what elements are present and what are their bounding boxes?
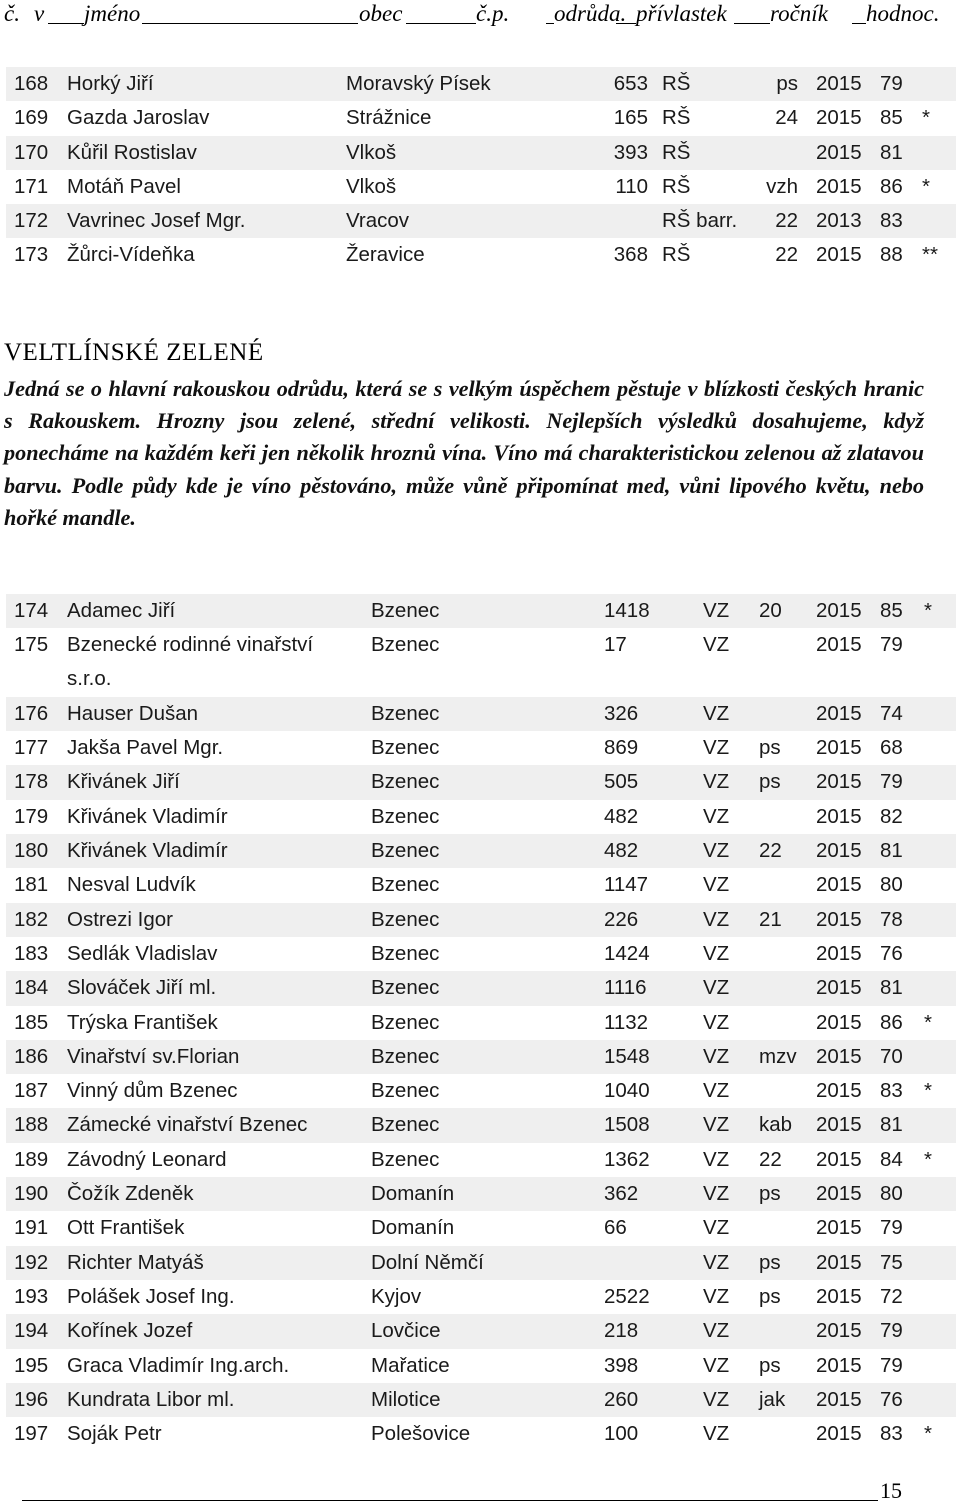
cell-hod: 83 bbox=[880, 1079, 903, 1103]
header-underline bbox=[616, 23, 636, 24]
header-jmeno: jméno bbox=[84, 1, 141, 26]
cell-odr: VZ bbox=[703, 941, 730, 965]
cell-cp: 482 bbox=[604, 839, 639, 863]
cell-n: 178 bbox=[14, 770, 49, 794]
cell-name: Závodný Leonard bbox=[67, 1147, 227, 1171]
cell-cp: 66 bbox=[604, 1216, 627, 1240]
cell-rok: 2015 bbox=[816, 1387, 862, 1411]
cell-hod: 88 bbox=[880, 243, 903, 267]
cell-cp: 653 bbox=[613, 72, 648, 95]
cell-obec: Bzenec bbox=[371, 804, 440, 828]
cell-hod: 82 bbox=[880, 804, 903, 828]
column-header bbox=[4, 0, 956, 30]
cell-cp: 260 bbox=[604, 1387, 639, 1411]
cell-obec: Bzenec bbox=[371, 1044, 440, 1068]
cell-rok: 2015 bbox=[816, 1010, 862, 1034]
cell-odr: VZ bbox=[703, 1010, 730, 1034]
cell-odr: VZ bbox=[703, 701, 730, 725]
cell-cp: 2522 bbox=[604, 1284, 650, 1308]
cell-n: 188 bbox=[14, 1113, 49, 1137]
cell-star: * bbox=[922, 106, 930, 130]
cell-n: 172 bbox=[14, 209, 49, 233]
cell-obec: Lovčice bbox=[371, 1319, 441, 1343]
header-underline bbox=[734, 23, 770, 24]
wine-table-ryzlink bbox=[6, 67, 956, 273]
cell-name: Bzenecké rodinné vinařství s.r.o. bbox=[67, 633, 314, 691]
table-row bbox=[6, 594, 956, 628]
cell-name: Vavrinec Josef Mgr. bbox=[67, 209, 246, 233]
cell-pr: 22 bbox=[759, 839, 782, 863]
cell-n: 190 bbox=[14, 1182, 49, 1206]
table-row bbox=[6, 1074, 956, 1108]
cell-star: * bbox=[924, 1079, 932, 1103]
cell-pr: 20 bbox=[759, 599, 782, 622]
cell-name: Křivánek Jiří bbox=[67, 770, 180, 794]
cell-n: 174 bbox=[14, 599, 49, 622]
table-row bbox=[6, 868, 956, 902]
cell-cp: 1508 bbox=[604, 1113, 650, 1137]
cell-rok: 2015 bbox=[816, 1284, 862, 1308]
cell-hod: 74 bbox=[880, 701, 903, 725]
cell-rok: 2015 bbox=[816, 873, 862, 897]
cell-odr: VZ bbox=[703, 736, 730, 760]
cell-obec: Bzenec bbox=[371, 1079, 440, 1103]
table-row bbox=[6, 1143, 956, 1177]
cell-name: Polášek Josef Ing. bbox=[67, 1284, 235, 1308]
cell-name: Vinný dům Bzenec bbox=[67, 1079, 238, 1103]
section-title: VELTLÍNSKÉ ZELENÉ bbox=[4, 339, 264, 366]
cell-rok: 2015 bbox=[816, 1113, 862, 1137]
cell-obec: Bzenec bbox=[371, 736, 440, 760]
cell-n: 168 bbox=[14, 72, 49, 95]
cell-rok: 2015 bbox=[816, 72, 862, 95]
cell-hod: 76 bbox=[880, 1387, 903, 1411]
cell-pr: ps bbox=[759, 1182, 781, 1206]
cell-hod: 76 bbox=[880, 941, 903, 965]
cell-obec: Bzenec bbox=[371, 1010, 440, 1034]
cell-n: 175 bbox=[14, 633, 49, 657]
cell-hod: 85 bbox=[880, 599, 903, 622]
cell-rok: 2015 bbox=[816, 1182, 862, 1206]
cell-hod: 79 bbox=[880, 72, 903, 95]
cell-odr: RŠ barr. bbox=[662, 209, 738, 233]
cell-odr: RŠ bbox=[662, 106, 691, 130]
cell-pr: ps bbox=[759, 770, 781, 794]
cell-rok: 2013 bbox=[816, 209, 862, 233]
cell-hod: 80 bbox=[880, 873, 903, 897]
cell-rok: 2015 bbox=[816, 976, 862, 1000]
cell-name: Trýska František bbox=[67, 1010, 218, 1034]
cell-name: Graca Vladimír Ing.arch. bbox=[67, 1353, 290, 1377]
cell-star: * bbox=[924, 1422, 932, 1446]
cell-cp: 1147 bbox=[604, 873, 649, 897]
cell-pr: 22 bbox=[775, 209, 798, 233]
cell-n: 170 bbox=[14, 140, 49, 164]
cell-hod: 83 bbox=[880, 209, 903, 233]
cell-rok: 2015 bbox=[816, 804, 862, 828]
cell-n: 185 bbox=[14, 1010, 49, 1034]
table-row bbox=[6, 697, 956, 731]
cell-n: 180 bbox=[14, 839, 49, 863]
cell-n: 183 bbox=[14, 941, 49, 965]
cell-rok: 2015 bbox=[816, 243, 862, 267]
cell-odr: VZ bbox=[703, 1284, 730, 1308]
cell-odr: VZ bbox=[703, 1079, 730, 1103]
table-row bbox=[6, 1040, 956, 1074]
cell-n: 194 bbox=[14, 1319, 49, 1343]
table-row bbox=[6, 1314, 956, 1348]
cell-pr: 24 bbox=[775, 106, 798, 130]
cell-n: 196 bbox=[14, 1387, 49, 1411]
cell-odr: RŠ bbox=[662, 243, 691, 267]
table-row bbox=[6, 1006, 956, 1040]
cell-hod: 81 bbox=[880, 976, 903, 1000]
cell-pr: 22 bbox=[759, 1147, 782, 1171]
cell-hod: 72 bbox=[880, 1284, 903, 1308]
cell-name: Žůrci-Vídeňka bbox=[67, 243, 195, 267]
table-row bbox=[6, 67, 956, 101]
cell-cp: 1040 bbox=[604, 1079, 650, 1103]
cell-pr: ps bbox=[759, 1353, 781, 1377]
cell-odr: VZ bbox=[703, 873, 730, 897]
cell-obec: Polešovice bbox=[371, 1422, 471, 1446]
cell-rok: 2015 bbox=[816, 106, 862, 130]
cell-n: 197 bbox=[14, 1422, 49, 1446]
cell-name: Jakša Pavel Mgr. bbox=[67, 736, 224, 760]
cell-cp: 393 bbox=[613, 140, 648, 164]
cell-cp: 1132 bbox=[604, 1010, 649, 1034]
cell-odr: VZ bbox=[703, 839, 730, 863]
cell-obec: Domanín bbox=[371, 1216, 455, 1240]
cell-obec: Dolní Němčí bbox=[371, 1250, 484, 1274]
cell-cp: 17 bbox=[604, 633, 627, 657]
cell-odr: VZ bbox=[703, 976, 730, 1000]
cell-odr: VZ bbox=[703, 770, 730, 794]
cell-cp: 482 bbox=[604, 804, 639, 828]
cell-rok: 2015 bbox=[816, 1250, 862, 1274]
cell-cp: 1362 bbox=[604, 1147, 650, 1171]
cell-odr: RŠ bbox=[662, 72, 691, 95]
cell-n: 193 bbox=[14, 1284, 49, 1308]
cell-cp: 110 bbox=[615, 174, 648, 198]
cell-name: Adamec Jiří bbox=[67, 599, 176, 622]
table-row bbox=[6, 800, 956, 834]
cell-hod: 79 bbox=[880, 1353, 903, 1377]
cell-odr: VZ bbox=[703, 599, 730, 622]
cell-rok: 2015 bbox=[816, 1147, 862, 1171]
table-row bbox=[6, 765, 956, 799]
cell-n: 181 bbox=[14, 873, 49, 897]
header-rocnik: ročník bbox=[770, 1, 828, 26]
cell-rok: 2015 bbox=[816, 736, 862, 760]
table-row bbox=[6, 1417, 956, 1451]
cell-odr: VZ bbox=[703, 633, 730, 657]
cell-pr: ps bbox=[759, 1284, 781, 1308]
cell-obec: Žeravice bbox=[346, 243, 425, 267]
cell-pr: 22 bbox=[775, 243, 798, 267]
cell-hod: 78 bbox=[880, 907, 903, 931]
cell-pr: vzh bbox=[766, 174, 798, 198]
cell-pr: jak bbox=[759, 1387, 786, 1411]
cell-rok: 2015 bbox=[816, 1216, 862, 1240]
cell-cp: 218 bbox=[604, 1319, 639, 1343]
cell-rok: 2015 bbox=[816, 1422, 862, 1446]
cell-obec: Bzenec bbox=[371, 633, 440, 657]
header-cp: č.p. bbox=[476, 1, 510, 26]
cell-n: 186 bbox=[14, 1044, 49, 1068]
cell-odr: VZ bbox=[703, 1353, 730, 1377]
cell-n: 171 bbox=[14, 174, 49, 198]
cell-name: Ostrezi Igor bbox=[67, 907, 173, 931]
header-hodnoc: hodnoc. bbox=[866, 1, 940, 26]
cell-name: Kundrata Libor ml. bbox=[67, 1387, 235, 1411]
cell-odr: VZ bbox=[703, 804, 730, 828]
cell-n: 192 bbox=[14, 1250, 49, 1274]
cell-obec: Bzenec bbox=[371, 599, 440, 622]
cell-rok: 2015 bbox=[816, 1044, 862, 1068]
cell-cp: 869 bbox=[604, 736, 639, 760]
cell-cp: 1116 bbox=[604, 976, 647, 1000]
cell-cp: 100 bbox=[604, 1422, 639, 1446]
cell-odr: VZ bbox=[703, 907, 730, 931]
cell-n: 187 bbox=[14, 1079, 49, 1103]
cell-obec: Strážnice bbox=[346, 106, 432, 130]
cell-name: Ott František bbox=[67, 1216, 185, 1240]
cell-name: Sedlák Vladislav bbox=[67, 941, 218, 965]
cell-obec: Vracov bbox=[346, 209, 410, 233]
cell-odr: VZ bbox=[703, 1387, 730, 1411]
cell-hod: 70 bbox=[880, 1044, 903, 1068]
section-description: Jedná se o hlavní rakouskou odrůdu, která se s velkým úspěchem pěstuje v blízkosti českých hranic s Rakouskem. Hrozny jsou zelené, střední velikosti. Nejlepších výsledků dosahujeme, když ponecháme na každém keři jen několik hroznů vína. Víno má charakteristickou zelenou až zlatavou barvu. Podle půdy kde je víno pěstováno, může vůně připomínat med, vůni lipového květu, nebo hořké mandle. bbox=[4, 376, 924, 530]
cell-obec: Bzenec bbox=[371, 1113, 440, 1137]
cell-obec: Bzenec bbox=[371, 976, 440, 1000]
cell-hod: 75 bbox=[880, 1250, 903, 1274]
cell-cp: 226 bbox=[604, 907, 639, 931]
table-row bbox=[6, 1246, 956, 1280]
cell-obec: Domanín bbox=[371, 1182, 455, 1206]
cell-name: Motáň Pavel bbox=[67, 174, 181, 198]
table-row bbox=[6, 101, 956, 135]
cell-pr: ps bbox=[759, 1250, 781, 1274]
cell-hod: 81 bbox=[880, 140, 903, 164]
wine-table-veltlinske bbox=[6, 594, 956, 1451]
table-row bbox=[6, 170, 956, 204]
cell-hod: 84 bbox=[880, 1147, 903, 1171]
cell-obec: Bzenec bbox=[371, 701, 440, 725]
cell-name: Vinařství sv.Florian bbox=[67, 1044, 240, 1068]
cell-name: Slováček Jiří ml. bbox=[67, 976, 217, 1000]
cell-n: 195 bbox=[14, 1353, 49, 1377]
cell-odr: VZ bbox=[703, 1044, 730, 1068]
table-row bbox=[6, 628, 956, 697]
cell-rok: 2015 bbox=[816, 174, 862, 198]
cell-odr: VZ bbox=[703, 1250, 730, 1274]
cell-pr: ps bbox=[759, 736, 781, 760]
cell-n: 182 bbox=[14, 907, 49, 931]
cell-rok: 2015 bbox=[816, 633, 862, 657]
table-row bbox=[6, 937, 956, 971]
cell-pr: 21 bbox=[759, 907, 782, 931]
table-row bbox=[6, 834, 956, 868]
cell-name: Zámecké vinařství Bzenec bbox=[67, 1113, 308, 1137]
cell-cp: 165 bbox=[613, 106, 648, 130]
cell-n: 169 bbox=[14, 106, 49, 130]
cell-odr: VZ bbox=[703, 1422, 730, 1446]
cell-obec: Moravský Písek bbox=[346, 72, 491, 95]
cell-n: 191 bbox=[14, 1216, 49, 1240]
cell-cp: 362 bbox=[604, 1182, 639, 1206]
cell-obec: Bzenec bbox=[371, 1147, 440, 1171]
cell-name: Soják Petr bbox=[67, 1422, 162, 1446]
table-row bbox=[6, 136, 956, 170]
header-underline bbox=[48, 23, 84, 24]
cell-pr: mzv bbox=[759, 1044, 797, 1068]
cell-pr: ps bbox=[776, 72, 798, 95]
cell-name: Kůřil Rostislav bbox=[67, 140, 197, 164]
cell-name: Čožík Zdeněk bbox=[67, 1182, 194, 1206]
cell-cp: 1424 bbox=[604, 941, 650, 965]
cell-n: 177 bbox=[14, 736, 49, 760]
cell-star: * bbox=[922, 174, 930, 198]
cell-n: 184 bbox=[14, 976, 49, 1000]
cell-obec: Mařatice bbox=[371, 1353, 450, 1377]
cell-star: * bbox=[924, 599, 932, 622]
cell-rok: 2015 bbox=[816, 907, 862, 931]
cell-cp: 326 bbox=[604, 701, 639, 725]
cell-obec: Bzenec bbox=[371, 873, 440, 897]
cell-name: Hauser Dušan bbox=[67, 701, 199, 725]
cell-hod: 85 bbox=[880, 106, 903, 130]
page-number: 15 bbox=[880, 1478, 902, 1503]
table-row bbox=[6, 1383, 956, 1417]
table-row bbox=[6, 731, 956, 765]
cell-obec: Milotice bbox=[371, 1387, 441, 1411]
header-odruda: odrůda. bbox=[554, 1, 627, 26]
cell-rok: 2015 bbox=[816, 839, 862, 863]
cell-star: ** bbox=[922, 243, 938, 267]
table-row bbox=[6, 1108, 956, 1142]
cell-rok: 2015 bbox=[816, 1079, 862, 1103]
cell-name: Kořínek Jozef bbox=[67, 1319, 193, 1343]
header-underline bbox=[852, 23, 866, 24]
cell-name: Křivánek Vladimír bbox=[67, 804, 228, 828]
table-row bbox=[6, 238, 956, 272]
cell-obec: Bzenec bbox=[371, 907, 440, 931]
cell-n: 189 bbox=[14, 1147, 49, 1171]
cell-cp: 1418 bbox=[604, 599, 650, 622]
cell-pr: kab bbox=[759, 1113, 793, 1137]
cell-hod: 86 bbox=[880, 174, 903, 198]
header-obec: obec bbox=[359, 1, 403, 26]
cell-hod: 68 bbox=[880, 736, 903, 760]
cell-hod: 80 bbox=[880, 1182, 903, 1206]
cell-n: 173 bbox=[14, 243, 49, 267]
table-row bbox=[6, 204, 956, 238]
cell-hod: 79 bbox=[880, 770, 903, 794]
table-row bbox=[6, 971, 956, 1005]
cell-obec: Vlkoš bbox=[346, 140, 397, 164]
header-underline bbox=[142, 23, 358, 24]
table-row bbox=[6, 1177, 956, 1211]
header-v: v bbox=[34, 1, 45, 26]
cell-hod: 81 bbox=[880, 839, 903, 863]
cell-odr: VZ bbox=[703, 1319, 730, 1343]
cell-name: Gazda Jaroslav bbox=[67, 106, 210, 130]
cell-odr: VZ bbox=[703, 1182, 730, 1206]
header-underline bbox=[406, 23, 476, 24]
cell-name: Richter Matyáš bbox=[67, 1250, 204, 1274]
cell-rok: 2015 bbox=[816, 701, 862, 725]
table-row bbox=[6, 903, 956, 937]
cell-odr: VZ bbox=[703, 1147, 730, 1171]
cell-rok: 2015 bbox=[816, 941, 862, 965]
cell-hod: 83 bbox=[880, 1422, 903, 1446]
cell-rok: 2015 bbox=[816, 1319, 862, 1343]
cell-name: Křivánek Vladimír bbox=[67, 839, 228, 863]
cell-odr: RŠ bbox=[662, 174, 691, 198]
cell-odr: RŠ bbox=[662, 140, 691, 164]
cell-hod: 79 bbox=[880, 633, 903, 657]
cell-odr: VZ bbox=[703, 1216, 730, 1240]
cell-rok: 2015 bbox=[816, 770, 862, 794]
footer-line bbox=[22, 1500, 878, 1501]
cell-hod: 79 bbox=[880, 1319, 903, 1343]
header-c: č. bbox=[4, 1, 20, 26]
cell-obec: Bzenec bbox=[371, 941, 440, 965]
cell-name: Horký Jiří bbox=[67, 72, 154, 95]
header-privlastek: přívlastek bbox=[636, 1, 727, 26]
table-row bbox=[6, 1211, 956, 1245]
cell-hod: 86 bbox=[880, 1010, 903, 1034]
cell-obec: Vlkoš bbox=[346, 174, 397, 198]
cell-rok: 2015 bbox=[816, 140, 862, 164]
cell-name: Nesval Ludvík bbox=[67, 873, 196, 897]
cell-n: 179 bbox=[14, 804, 49, 828]
cell-cp: 505 bbox=[604, 770, 639, 794]
table-row bbox=[6, 1349, 956, 1383]
cell-odr: VZ bbox=[703, 1113, 730, 1137]
cell-star: * bbox=[924, 1010, 932, 1034]
cell-cp: 368 bbox=[613, 243, 648, 267]
cell-cp: 398 bbox=[604, 1353, 639, 1377]
cell-obec: Kyjov bbox=[371, 1284, 422, 1308]
cell-n: 176 bbox=[14, 701, 49, 725]
cell-star: * bbox=[924, 1147, 932, 1171]
cell-obec: Bzenec bbox=[371, 770, 440, 794]
cell-hod: 81 bbox=[880, 1113, 903, 1137]
cell-hod: 79 bbox=[880, 1216, 903, 1240]
cell-obec: Bzenec bbox=[371, 839, 440, 863]
cell-rok: 2015 bbox=[816, 1353, 862, 1377]
cell-cp: 1548 bbox=[604, 1044, 650, 1068]
cell-rok: 2015 bbox=[816, 599, 862, 622]
table-row bbox=[6, 1280, 956, 1314]
header-underline bbox=[546, 23, 554, 24]
